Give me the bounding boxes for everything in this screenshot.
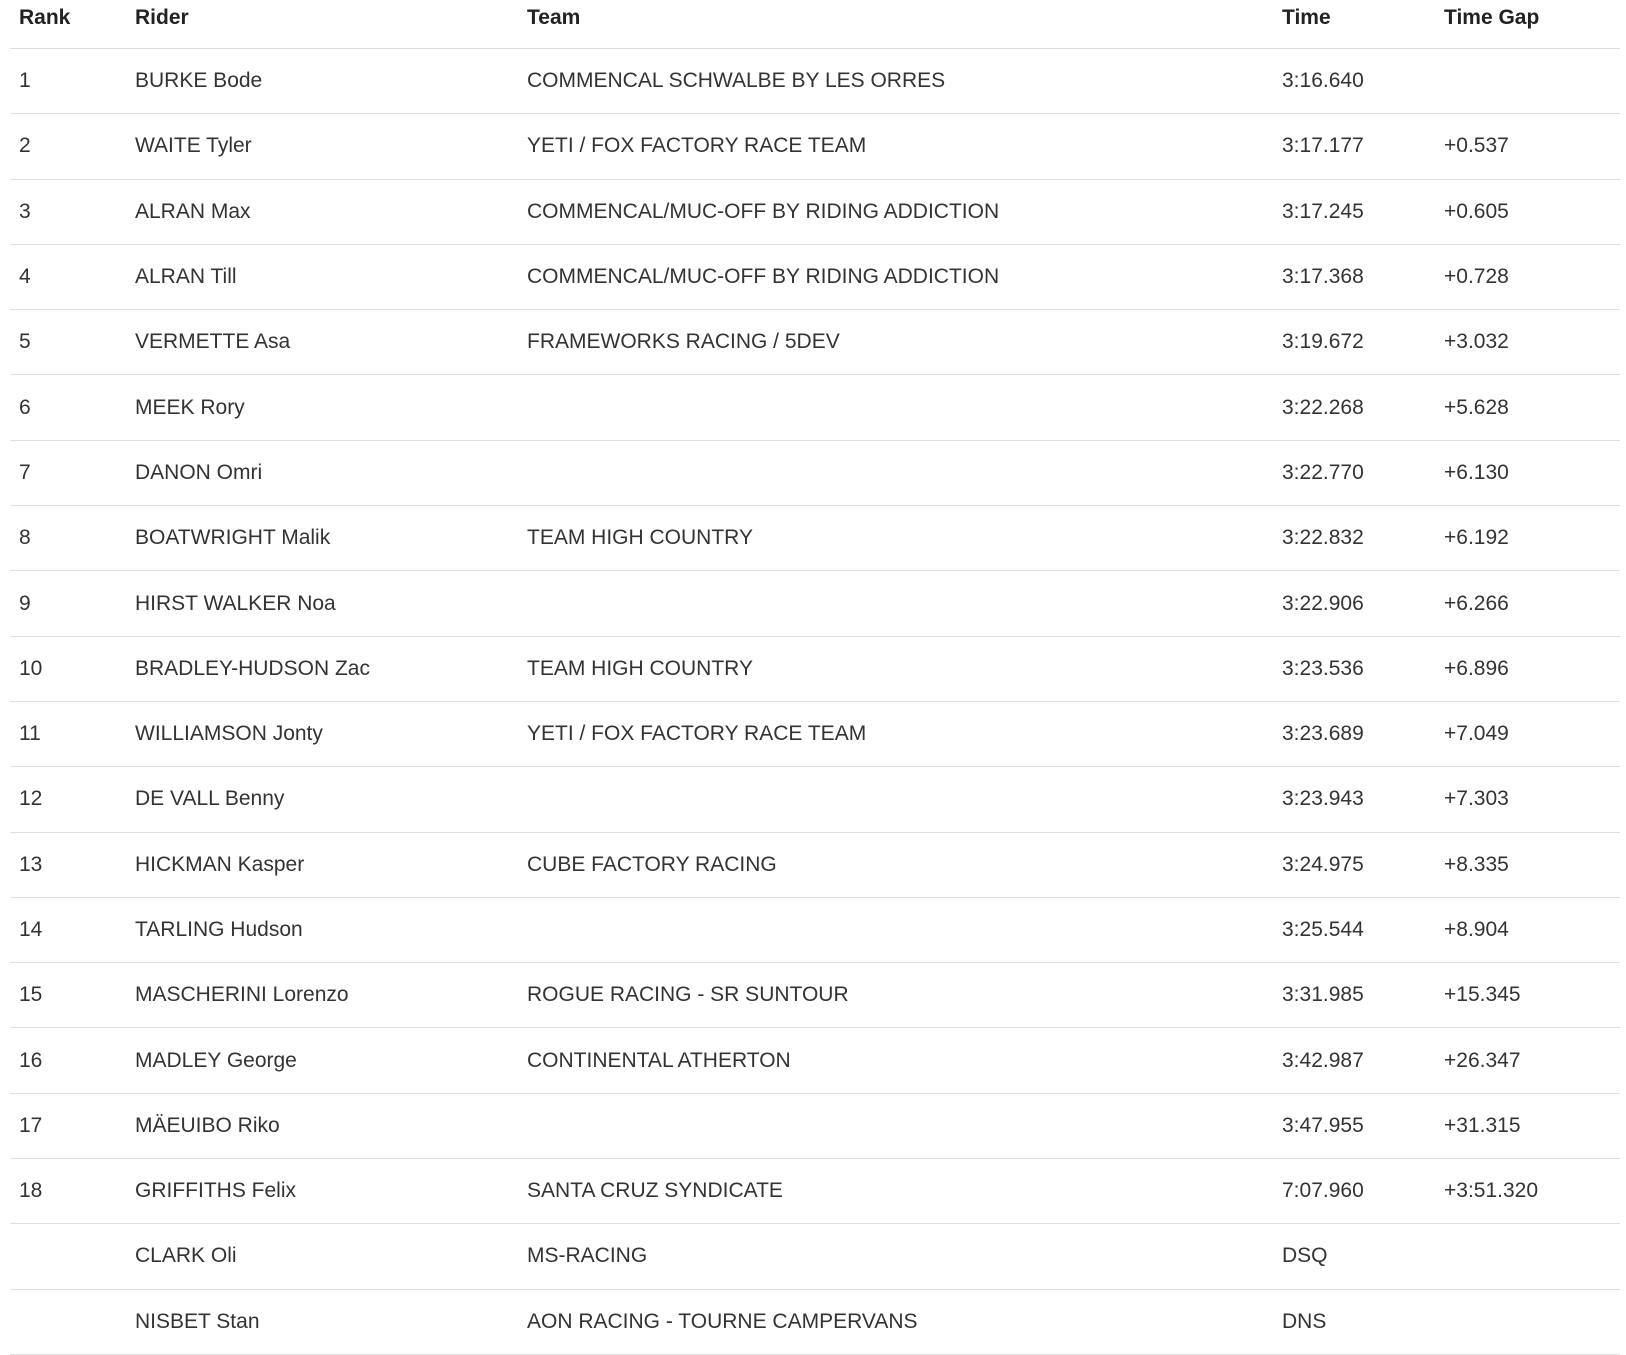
cell-rider: ALRAN Till <box>135 265 237 289</box>
cell-time: 3:23.536 <box>1282 656 1364 680</box>
cell-time-gap: +6.896 <box>1444 656 1509 680</box>
cell-time: DSQ <box>1282 1244 1328 1268</box>
cell-team: TEAM HIGH COUNTRY <box>527 656 753 680</box>
cell-rank: 5 <box>19 330 31 354</box>
cell-time-gap: +6.192 <box>1444 526 1509 550</box>
table-row <box>10 114 1620 179</box>
cell-team: MS-RACING <box>527 1244 648 1268</box>
cell-rider: TARLING Hudson <box>135 918 303 941</box>
cell-team: YETI / FOX FACTORY RACE TEAM <box>527 134 867 158</box>
table-row <box>10 49 1620 114</box>
cell-rider: MEEK Rory <box>135 395 245 419</box>
table-row <box>10 767 1620 832</box>
cell-rider: BOATWRIGHT Malik <box>135 526 331 550</box>
cell-time: 3:47.955 <box>1282 1113 1364 1137</box>
cell-rider: DANON Omri <box>135 460 263 484</box>
table-row <box>10 637 1620 702</box>
cell-time: 3:42.987 <box>1282 1048 1364 1072</box>
cell-rank: 12 <box>19 787 43 811</box>
cell-time: 3:23.943 <box>1282 787 1364 811</box>
cell-rank: 6 <box>19 395 31 419</box>
cell-rider: WILLIAMSON Jonty <box>135 722 323 746</box>
results-table <box>10 0 1620 1355</box>
cell-rank: 7 <box>19 460 31 484</box>
table-row <box>10 1159 1620 1224</box>
cell-team: COMMENCAL/MUC-OFF BY RIDING ADDICTION <box>527 265 1000 289</box>
cell-rider: ALRAN Max <box>135 199 251 223</box>
cell-time: 3:17.368 <box>1282 265 1364 289</box>
cell-rank: 16 <box>19 1048 43 1072</box>
table-row <box>10 1028 1620 1093</box>
cell-time-gap: +31.315 <box>1444 1113 1521 1137</box>
cell-time: 3:19.672 <box>1282 330 1364 354</box>
cell-team: AON RACING - TOURNE CAMPERVANS <box>527 1309 918 1333</box>
header-rank: Rank <box>19 6 71 29</box>
cell-rank: 9 <box>19 591 31 615</box>
cell-rider: WAITE Tyler <box>135 134 252 158</box>
cell-time: 3:16.640 <box>1282 69 1364 93</box>
cell-rider: VERMETTE Asa <box>135 330 291 354</box>
cell-time: 3:22.906 <box>1282 591 1364 615</box>
cell-time: 3:22.770 <box>1282 460 1364 484</box>
cell-time-gap: +0.605 <box>1444 199 1509 223</box>
cell-time: 3:22.268 <box>1282 395 1364 419</box>
cell-rider: BRADLEY-HUDSON Zac <box>135 656 370 680</box>
cell-time-gap: +5.628 <box>1444 395 1509 419</box>
cell-team: SANTA CRUZ SYNDICATE <box>527 1179 783 1203</box>
cell-team: CONTINENTAL ATHERTON <box>527 1048 791 1072</box>
header-time-gap: Time Gap <box>1444 6 1540 29</box>
table-row <box>10 1290 1620 1355</box>
cell-rider: HICKMAN Kasper <box>135 852 305 876</box>
cell-time-gap: +15.345 <box>1444 983 1521 1007</box>
cell-time-gap: +0.728 <box>1444 265 1509 289</box>
cell-time-gap: +8.335 <box>1444 852 1509 876</box>
cell-time: 3:17.177 <box>1282 134 1364 158</box>
cell-rank: 13 <box>19 852 43 876</box>
cell-rank: 18 <box>19 1179 43 1203</box>
cell-time-gap: +7.303 <box>1444 787 1509 811</box>
table-row <box>10 180 1620 245</box>
cell-team: FRAMEWORKS RACING / 5DEV <box>527 330 840 354</box>
cell-rider: DE VALL Benny <box>135 787 285 811</box>
cell-time-gap: +6.130 <box>1444 460 1509 484</box>
cell-rider: MADLEY George <box>135 1048 297 1072</box>
cell-rank: 2 <box>19 134 31 158</box>
table-row <box>10 1094 1620 1159</box>
cell-rank: 10 <box>19 656 43 680</box>
cell-team: TEAM HIGH COUNTRY <box>527 526 753 550</box>
cell-team: COMMENCAL SCHWALBE BY LES ORRES <box>527 69 946 93</box>
cell-rider: NISBET Stan <box>135 1309 260 1333</box>
cell-time-gap: +7.049 <box>1444 722 1509 746</box>
cell-time-gap: +3:51.320 <box>1444 1179 1539 1203</box>
table-row <box>10 963 1620 1028</box>
table-body <box>10 49 1620 1355</box>
table-row <box>10 571 1620 636</box>
table-row <box>10 441 1620 506</box>
cell-time: 7:07.960 <box>1282 1179 1364 1203</box>
cell-time-gap: +8.904 <box>1444 918 1509 941</box>
cell-time: 3:23.689 <box>1282 722 1364 746</box>
cell-time-gap: +0.537 <box>1444 134 1509 158</box>
table-row <box>10 310 1620 375</box>
cell-rider: GRIFFITHS Felix <box>135 1179 296 1203</box>
cell-rider: MÄEUIBO Riko <box>135 1113 280 1137</box>
header-time: Time <box>1282 6 1331 29</box>
table-row <box>10 506 1620 571</box>
table-row <box>10 898 1620 963</box>
cell-team: ROGUE RACING - SR SUNTOUR <box>527 983 849 1007</box>
cell-team: CUBE FACTORY RACING <box>527 852 777 876</box>
cell-rider: MASCHERINI Lorenzo <box>135 983 349 1007</box>
cell-rank: 4 <box>19 265 31 289</box>
cell-team: COMMENCAL/MUC-OFF BY RIDING ADDICTION <box>527 199 1000 223</box>
table-row <box>10 833 1620 898</box>
header-team: Team <box>527 6 581 29</box>
cell-time: 3:31.985 <box>1282 983 1364 1007</box>
header-rider: Rider <box>135 6 189 29</box>
table-row <box>10 702 1620 767</box>
cell-rank: 15 <box>19 983 43 1007</box>
cell-team: YETI / FOX FACTORY RACE TEAM <box>527 722 867 746</box>
table-row <box>10 375 1620 440</box>
cell-rank: 14 <box>19 918 43 941</box>
cell-time: 3:17.245 <box>1282 199 1364 223</box>
cell-time: 3:25.544 <box>1282 918 1364 941</box>
cell-rider: HIRST WALKER Noa <box>135 591 336 615</box>
cell-time: DNS <box>1282 1309 1327 1333</box>
cell-rider: BURKE Bode <box>135 69 263 93</box>
cell-time-gap: +3.032 <box>1444 330 1509 354</box>
cell-rank: 11 <box>19 722 41 746</box>
cell-time: 3:24.975 <box>1282 852 1364 876</box>
cell-time-gap: +26.347 <box>1444 1048 1521 1072</box>
cell-rank: 3 <box>19 199 31 223</box>
table-header <box>10 0 1620 49</box>
cell-time-gap: +6.266 <box>1444 591 1509 615</box>
cell-time: 3:22.832 <box>1282 526 1364 550</box>
cell-rider: CLARK Oli <box>135 1244 237 1268</box>
table-row <box>10 245 1620 310</box>
cell-rank: 8 <box>19 526 31 550</box>
cell-rank: 1 <box>19 69 31 93</box>
table-row <box>10 1224 1620 1289</box>
cell-rank: 17 <box>19 1113 43 1137</box>
